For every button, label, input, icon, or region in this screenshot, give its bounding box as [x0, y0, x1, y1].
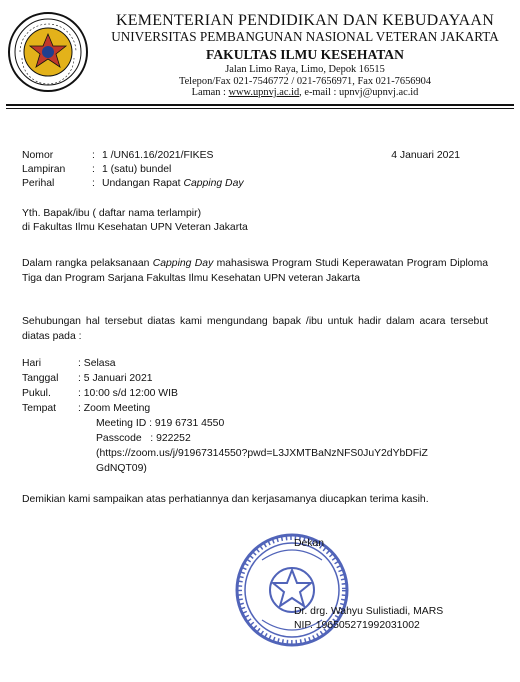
address: Jalan Limo Raya, Limo, Depok 16515 — [225, 63, 385, 75]
signatory-title: Dekan — [294, 538, 325, 549]
letter-number: 1 /UN61.16/2021/FIKES — [102, 150, 214, 161]
recipient-line2: di Fakultas Ilmu Kesehatan UPN Veteran Jakarta — [22, 222, 248, 233]
letterhead-rule-thin — [6, 108, 514, 109]
signatory-nip: NIP. 196505271992031002 — [294, 620, 420, 631]
letter-page: KEMENTERIAN PENDIDIKAN DAN KEBUDAYAAN UNIVERSITAS PEMBANGUNAN NASIONAL VETERAN JAKARTA FAKULTAS ILMU KESEHATAN Jalan Limo Raya, Limo, Depok 16515 Telepon/Fax 021-7546772 / 021-7656971, Fax 021-7656904 Laman : www.upnvj.ac.id, e-mail : upnvj@upnvj.ac.id Nomor : 1 /UN61.16/2021/FIKES 4 Januari 2021 Lampiran : 1 (satu) bundel Perihal : Undangan Rapat Capping Day Yth. Bapak/ibu ( daftar nama terlampir) di Fakultas Ilmu Kesehatan UPN Veteran Jakarta Dalam rangka pelaksanaan Capping Day mahasiswa Program Studi Keperawatan Program Diploma Tiga dan Program Sarjana Fakultas Ilmu Kesehatan UPN veteran Jakarta Sehubungan hal tersebut diatas kami mengundang bapak /ibu untuk hadir dalam acara tersebut diatas pada : Hari : Selasa Tanggal : 5 Januari 2021 Pukul. : 10:00 s/d 12:00 WIB Tempat : Zoom Meeting Meeting ID : 919 6731 4550 Passcode : 922252 (https://zoom.us/j/91967314550?pwd=L3JXMTBaNzNFS0JuY2dYbDFiZ GdNQT09) Demikian kami sampaikan atas perhatiannya dan kerjasamanya diucapkan terima kasih. Dekan Dr. drg. Wahyu Sulistiadi, MARS NIP. 196505271992031002 — [0, 0, 520, 682]
letterhead-rule-thick — [6, 104, 514, 106]
paragraph-intro: Dalam rangka pelaksanaan Capping Day mahasiswa Program Studi Keperawatan Program Diploma Tiga dan Program Sarjana Fakultas Ilmu Kesehatan UPN veteran Jakarta — [22, 258, 488, 284]
ministry-name: KEMENTERIAN PENDIDIKAN DAN KEBUDAYAAN — [116, 12, 494, 29]
meeting-id: Meeting ID : 919 6731 4550 — [96, 418, 225, 429]
recipient-line1: Yth. Bapak/ibu ( daftar nama terlampir) — [22, 208, 202, 219]
letter-date: 4 Januari 2021 — [391, 150, 460, 161]
letterhead — [96, 12, 514, 99]
phone-fax: Telepon/Fax 021-7546772 / 021-7656971, Fax 021-7656904 — [178, 75, 432, 87]
faculty-name: FAKULTAS ILMU KESEHATAN — [206, 46, 404, 62]
closing-sentence: Demikian kami sampaikan atas perhatiannya dan kerjasamanya diucapkan terima kasih. — [22, 494, 429, 505]
subject: Undangan Rapat Capping Day — [102, 178, 244, 189]
web-email: Laman : www.upnvj.ac.id, e-mail : upnvj@upnvj.ac.id — [191, 87, 419, 99]
passcode: Passcode : 922252 — [96, 433, 191, 444]
university-name: UNIVERSITAS PEMBANGUNAN NASIONAL VETERAN JAKARTA — [111, 28, 499, 44]
official-stamp — [232, 530, 352, 650]
zoom-link-line2[interactable]: GdNQT09) — [96, 463, 147, 474]
paragraph-invitation: Sehubungan hal tersebut diatas kami mengundang bapak /ibu untuk hadir dalam acara tersebut diatas pada : — [22, 316, 488, 342]
signatory-name: Dr. drg. Wahyu Sulistiadi, MARS — [294, 606, 444, 617]
university-logo — [6, 10, 90, 94]
website-link[interactable]: www.upnvj.ac.id — [228, 87, 300, 99]
zoom-link-line1[interactable]: (https://zoom.us/j/91967314550?pwd=L3JXMTBaNzNFS0JuY2dYbDFiZ — [96, 448, 428, 459]
